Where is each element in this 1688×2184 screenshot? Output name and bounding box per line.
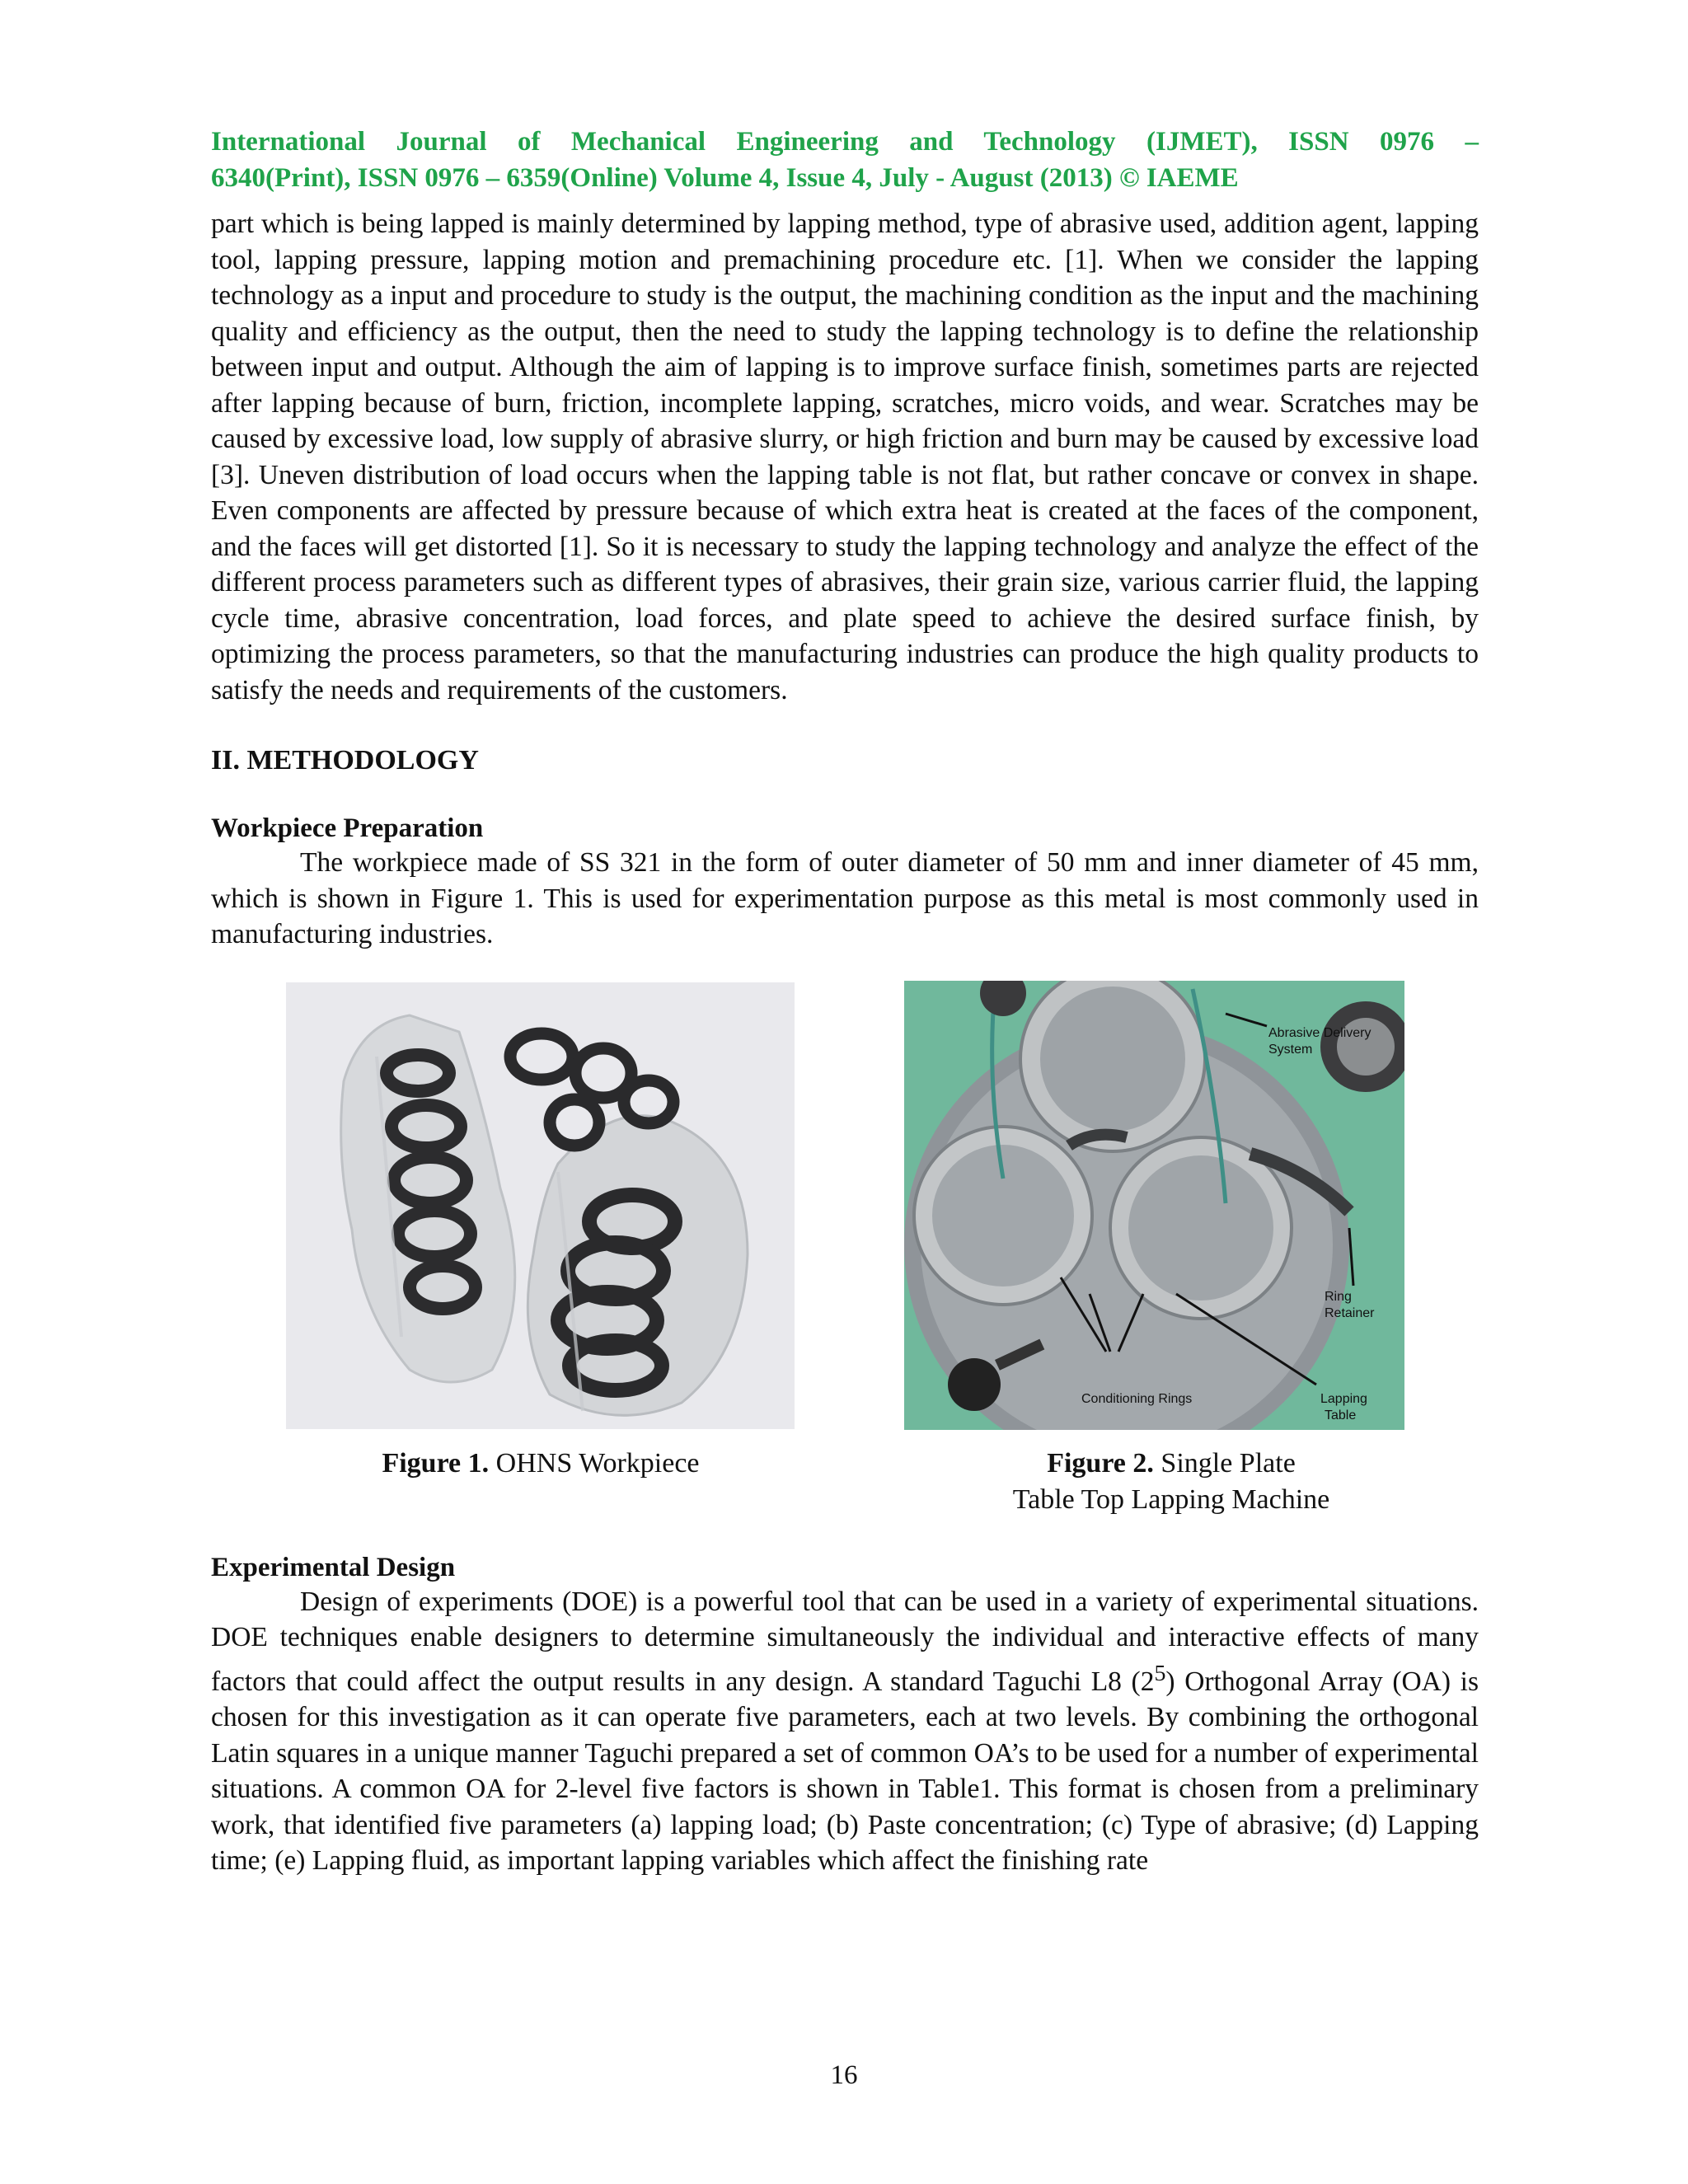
figure-1-caption: [211, 1446, 870, 1482]
lapping-machine-photo: [904, 981, 1404, 1430]
figure-2-caption-line-1: Single Plate: [1160, 1447, 1296, 1479]
workpiece-heading: Workpiece Preparation: [211, 813, 484, 843]
figure-1-caption-text: OHNS Workpiece: [495, 1447, 700, 1479]
figure-1-label: Figure 1.: [382, 1447, 490, 1479]
journal-header-line-1: International Journal of Mechanical Engineering and Technology (IJMET), ISSN 0976 –: [211, 127, 1479, 157]
experimental-superscript: 5: [1154, 1660, 1166, 1686]
page-number: 16: [830, 2060, 858, 2090]
annotation-abrasive-1: Abrasive Delivery: [1268, 1025, 1372, 1040]
experimental-text-part-2: ) Orthogonal Array (OA) is chosen for this investigation as it can operate five parameters, each at two levels. By combining the orthogonal Latin squares in a unique manner Taguchi prepared a set of common OA’s to be used for a number of experimental situations. A common OA for 2-level five factors is shown in Table1. This format is chosen from a preliminary work, that identified five parameters (a) lapping load; (b) Paste concentration; (c) Type of abrasive; (d) Lapping time; (e) Lapping fluid, as important lapping variables which affect the finishing rate: [211, 1666, 1479, 1877]
annotation-abrasive-2: System: [1268, 1042, 1313, 1057]
figure-2-image: [904, 981, 1404, 1430]
section-heading: II. METHODOLOGY: [211, 745, 479, 776]
annotation-ring-2: Retainer: [1325, 1305, 1375, 1320]
experimental-heading: Experimental Design: [211, 1552, 456, 1582]
annotation-lapping-2: Table: [1325, 1408, 1357, 1422]
journal-header: [211, 124, 1479, 196]
figures-row: [211, 982, 1479, 1543]
annotation-conditioning: Conditioning Rings: [1081, 1391, 1193, 1406]
figure-2-caption: [920, 1446, 1423, 1518]
figure-2-caption-line-2: Table Top Lapping Machine: [1012, 1483, 1330, 1515]
annotation-lapping-1: Lapping: [1320, 1391, 1367, 1406]
figure-2-label: Figure 2.: [1047, 1447, 1154, 1479]
annotation-ring-1: Ring: [1325, 1289, 1352, 1304]
experimental-paragraph: [211, 1584, 1479, 1879]
intro-paragraph: part which is being lapped is mainly determined by lapping method, type of abrasive used, addition agent, lapping tool, lapping pressure, lapping motion and premachining procedure etc. [1]. When we consider the lapping technology as a input and procedure to study is the output, the machining condition as the input and the machining quality and efficiency as the output, then the need to study the lapping technology is to define the relationship between input and output. Although the aim of lapping is to improve surface finish, sometimes parts are rejected after lapping because of burn, friction, incomplete lapping, scratches, micro voids, and wear. Scratches may be caused by excessive load, low supply of abrasive slurry, or high friction and burn may be caused by excessive load [3]. Uneven distribution of load occurs when the lapping table is not flat, but rather concave or convex in shape. Even components are affected by pressure because of which extra heat is created at the faces of the component, and the faces will get distorted [1]. So it is necessary to study the lapping technology and analyze the effect of the different process parameters such as different types of abrasives, their grain size, various carrier fluid, the lapping cycle time, abrasive concentration, load forces, and plate speed to achieve the desired surface finish, by optimizing the process parameters, so that the manufacturing industries can produce the high quality products to satisfy the needs and requirements of the customers.: [211, 209, 1479, 705]
figure-1-image: [286, 982, 795, 1429]
experimental-text-part-1: Design of experiments (DOE) is a powerful tool that can be used in a variety of experimental situations. DOE techniques enable designers to determine simultaneously the individual and interactive effects of many factors that could affect the output results in any design. A standard Taguchi L8 (2: [211, 1586, 1479, 1697]
workpiece-paragraph: The workpiece made of SS 321 in the form of outer diameter of 50 mm and inner diameter of 45 mm, which is shown in Figure 1. This is used for experimentation purpose as this metal is most commonly used in manufacturing industries.: [211, 847, 1479, 949]
journal-header-line-2: 6340(Print), ISSN 0976 – 6359(Online) Volume 4, Issue 4, July - August (2013) © IAEME: [211, 163, 1239, 193]
page-content: [211, 124, 1479, 1879]
workpiece-photo: [286, 982, 795, 1429]
